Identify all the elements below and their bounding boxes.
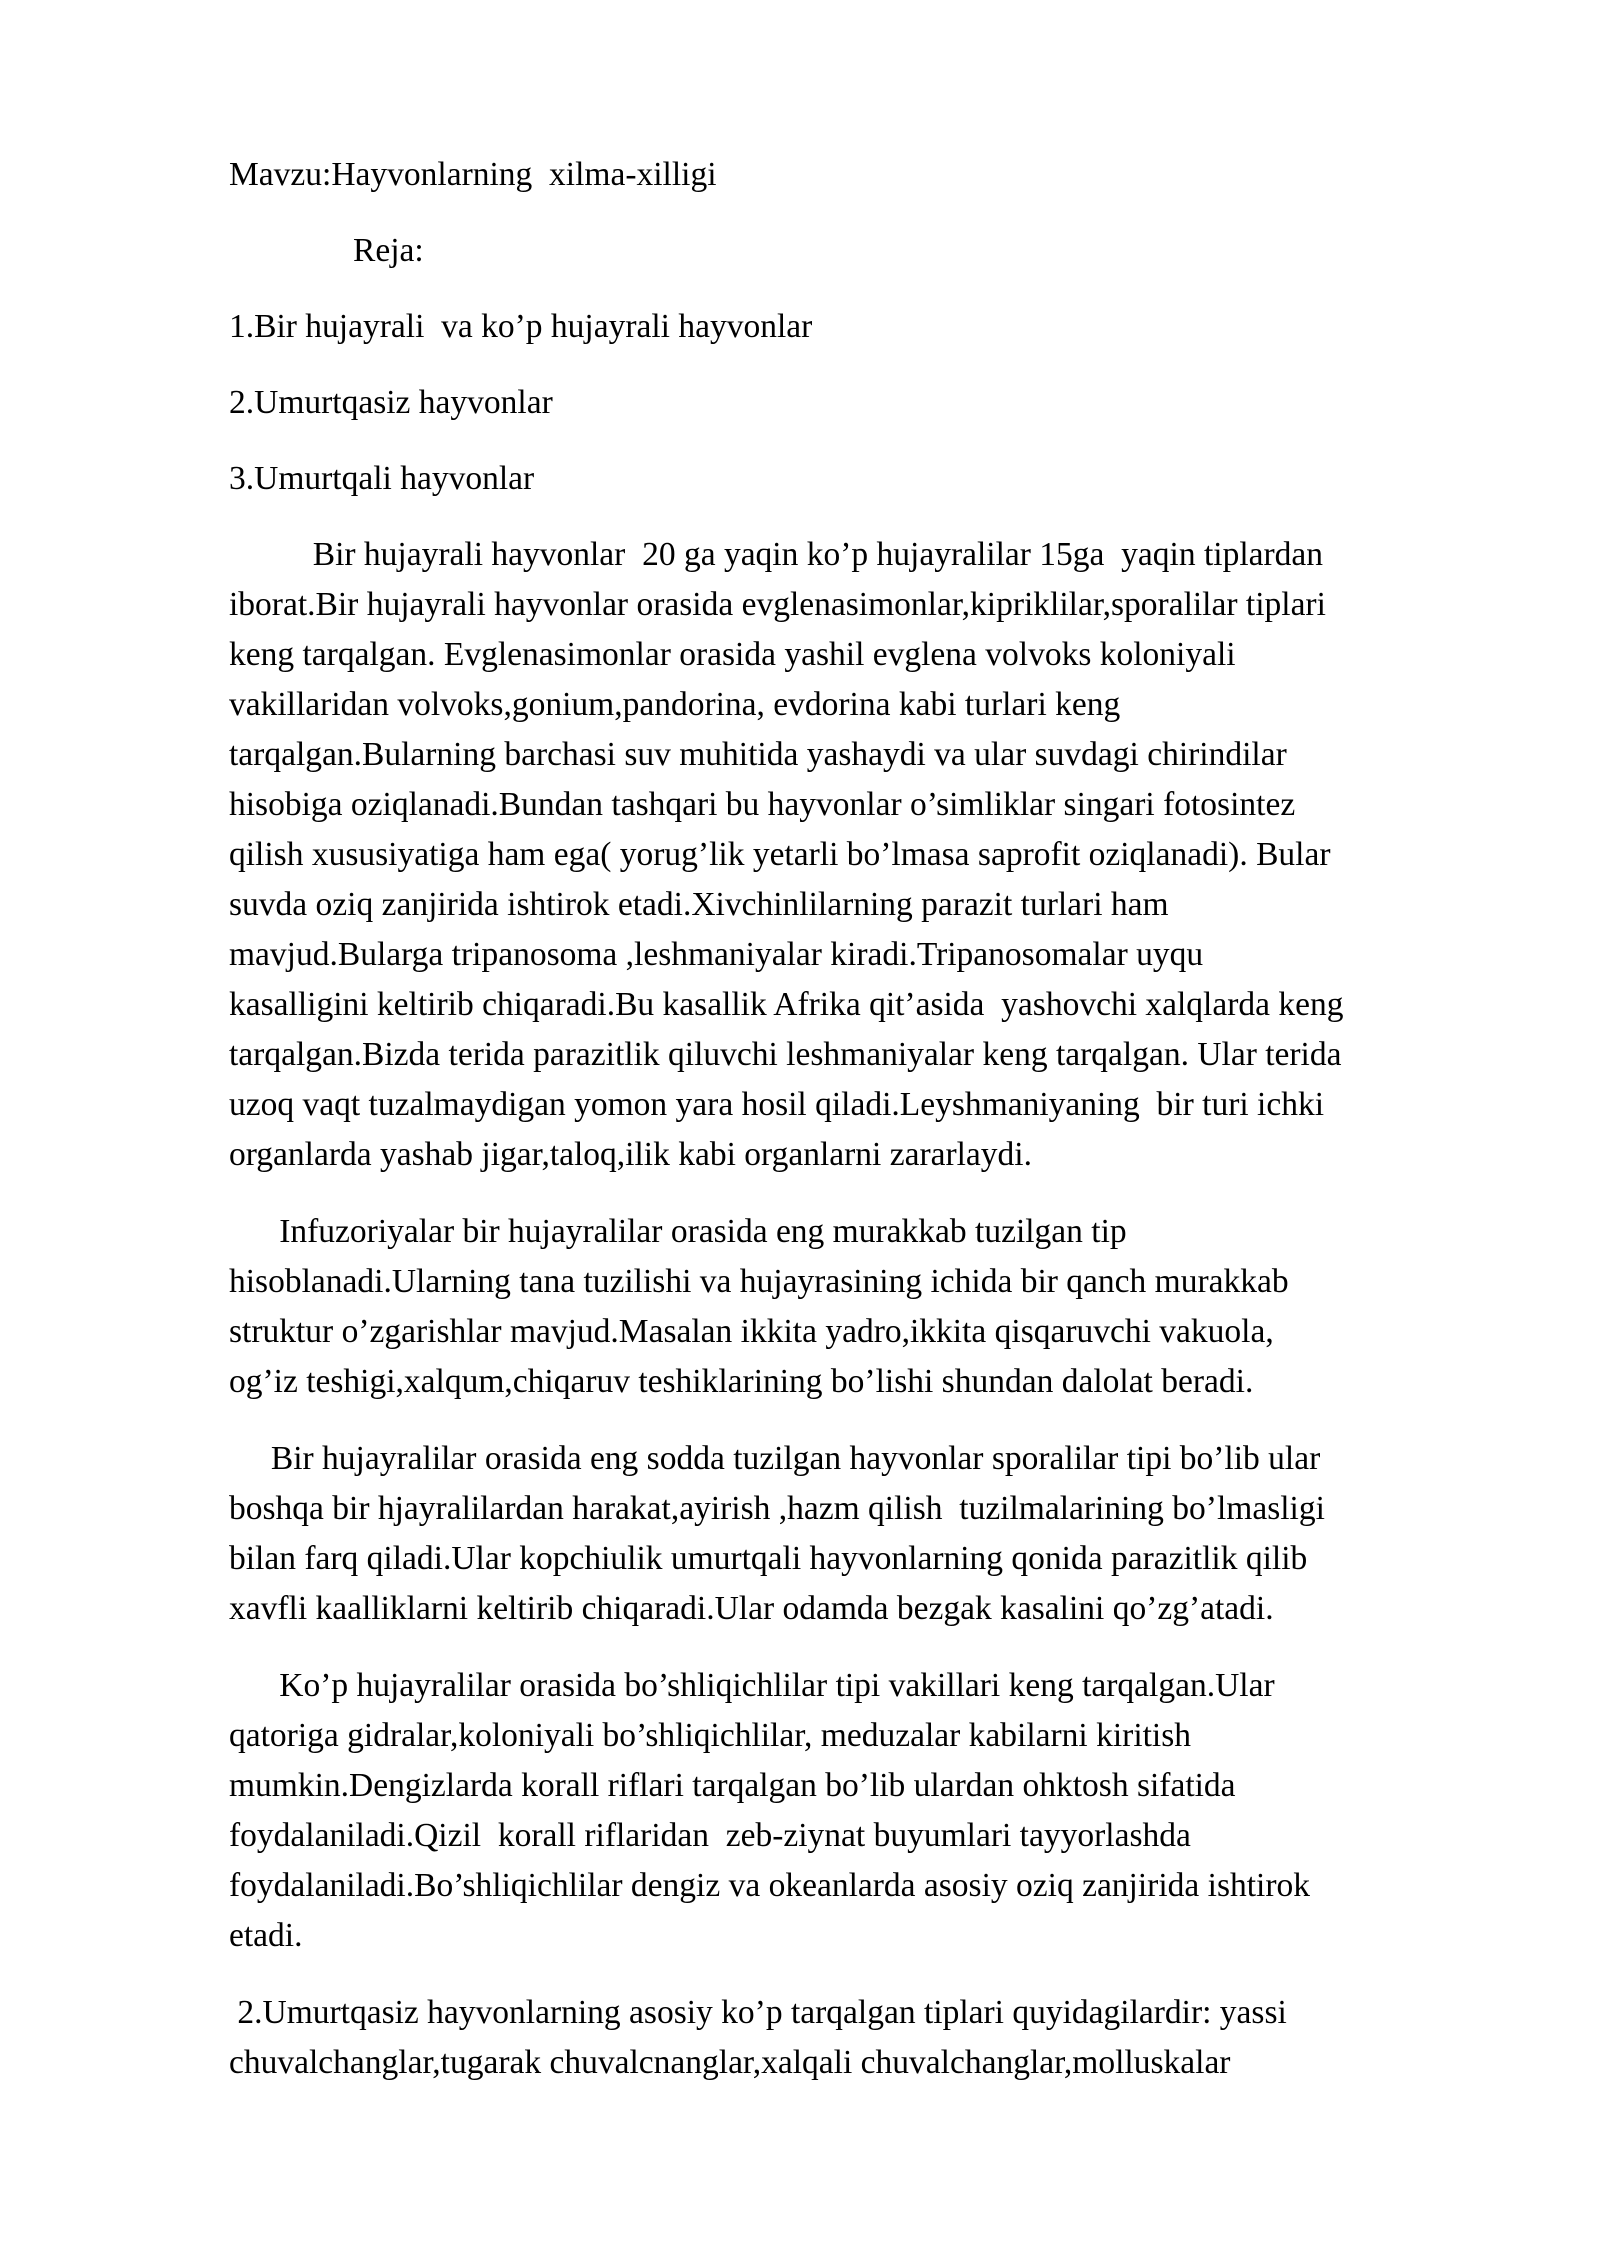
paragraph-line: 2.Umurtqasiz hayvonlarning asosiy ko’p tarqalgan tiplari quyidagilardir: yassi: [229, 1994, 1287, 2031]
document-title: Mavzu:Hayvonlarning xilma-xilligi: [229, 156, 717, 193]
paragraph-line: hisoblanadi.Ularning tana tuzilishi va hujayrasining ichida bir qanch murakkab: [229, 1263, 1289, 1300]
paragraph-line: tarqalgan.Bizda terida parazitlik qiluvchi leshmaniyalar keng tarqalgan. Ular terida: [229, 1036, 1342, 1073]
paragraph-line: mavjud.Bularga tripanosoma ,leshmaniyalar kiradi.Tripanosomalar uyqu: [229, 936, 1204, 973]
paragraph-line: xavfli kaalliklarni keltirib chiqaradi.Ular odamda bezgak kasalini qo’zg’atadi.: [229, 1590, 1274, 1627]
paragraph-unicellular: [229, 530, 1529, 1180]
paragraph-line: suvda oziq zanjirida ishtirok etadi.Xivchinlilarning parazit turlari ham: [229, 886, 1169, 923]
paragraph-infusoria: [229, 1207, 1529, 1407]
paragraph-line: chuvalchanglar,tugarak chuvalcnanglar,xalqali chuvalchanglar,molluskalar: [229, 2044, 1231, 2081]
paragraph-line: qatoriga gidralar,koloniyali bo’shliqichlilar, meduzalar kabilarni kiritish: [229, 1717, 1192, 1754]
paragraph-line: struktur o’zgarishlar mavjud.Masalan ikkita yadro,ikkita qisqaruvchi vakuola,: [229, 1313, 1274, 1350]
paragraph-line: foydalaniladi.Bo’shliqichlilar dengiz va okeanlarda asosiy oziq zanjirida ishtirok: [229, 1867, 1310, 1904]
paragraph-line: hisobiga oziqlanadi.Bundan tashqari bu hayvonlar o’simliklar singari fotosintez: [229, 786, 1296, 823]
paragraph-invertebrates: [229, 1988, 1529, 2088]
paragraph-line: uzoq vaqt tuzalmaydigan yomon yara hosil qiladi.Leyshmaniyaning bir turi ichki: [229, 1086, 1325, 1123]
paragraph-line: organlarda yashab jigar,taloq,ilik kabi organlarni zararlaydi.: [229, 1136, 1032, 1173]
document-page: [229, 150, 1529, 2115]
paragraph-line: Bir hujayralilar orasida eng sodda tuzilgan hayvonlar sporalilar tipi bo’lib ular: [229, 1440, 1321, 1477]
paragraph-line: qilish xususiyatiga ham ega( yorug’lik yetarli bo’lmasa saprofit oziqlanadi). Bular: [229, 836, 1331, 873]
paragraph-line: tarqalgan.Bularning barchasi suv muhitida yashaydi va ular suvdagi chirindilar: [229, 736, 1287, 773]
paragraph-sporozoa: [229, 1434, 1529, 1634]
plan-item-2: 2.Umurtqasiz hayvonlar: [229, 384, 553, 421]
paragraph-line: Infuzoriyalar bir hujayralilar orasida eng murakkab tuzilgan tip: [229, 1213, 1127, 1250]
plan-item-3: 3.Umurtqali hayvonlar: [229, 460, 535, 497]
paragraph-line: etadi.: [229, 1917, 303, 1954]
paragraph-line: mumkin.Dengizlarda korall riflari tarqalgan bo’lib ulardan ohktosh sifatida: [229, 1767, 1236, 1804]
paragraph-line: kasalligini keltirib chiqaradi.Bu kasallik Afrika qit’asida yashovchi xalqlarda keng: [229, 986, 1344, 1023]
paragraph-line: bilan farq qiladi.Ular kopchiulik umurtqali hayvonlarning qonida parazitlik qilib: [229, 1540, 1308, 1577]
paragraph-line: foydalaniladi.Qizil korall riflaridan zeb-ziynat buyumlari tayyorlashda: [229, 1817, 1191, 1854]
paragraph-line: Ko’p hujayralilar orasida bo’shliqichlilar tipi vakillari keng tarqalgan.Ular: [229, 1667, 1275, 1704]
paragraph-line: vakillaridan volvoks,gonium,pandorina, evdorina kabi turlari keng: [229, 686, 1121, 723]
paragraph-line: boshqa bir hjayralilardan harakat,ayirish ,hazm qilish tuzilmalarining bo’lmasligi: [229, 1490, 1325, 1527]
paragraph-coelenterates: [229, 1661, 1529, 1961]
paragraph-line: keng tarqalgan. Evglenasimonlar orasida yashil evglena volvoks koloniyali: [229, 636, 1236, 673]
plan-heading: Reja:: [353, 232, 424, 269]
paragraph-line: Bir hujayrali hayvonlar 20 ga yaqin ko’p hujayralilar 15ga yaqin tiplardan: [229, 536, 1324, 573]
plan-item-1: 1.Bir hujayrali va ko’p hujayrali hayvonlar: [229, 308, 813, 345]
paragraph-line: og’iz teshigi,xalqum,chiqaruv teshiklarining bo’lishi shundan dalolat beradi.: [229, 1363, 1254, 1400]
paragraph-line: iborat.Bir hujayrali hayvonlar orasida evglenasimonlar,kipriklilar,sporalilar tiplari: [229, 586, 1326, 623]
